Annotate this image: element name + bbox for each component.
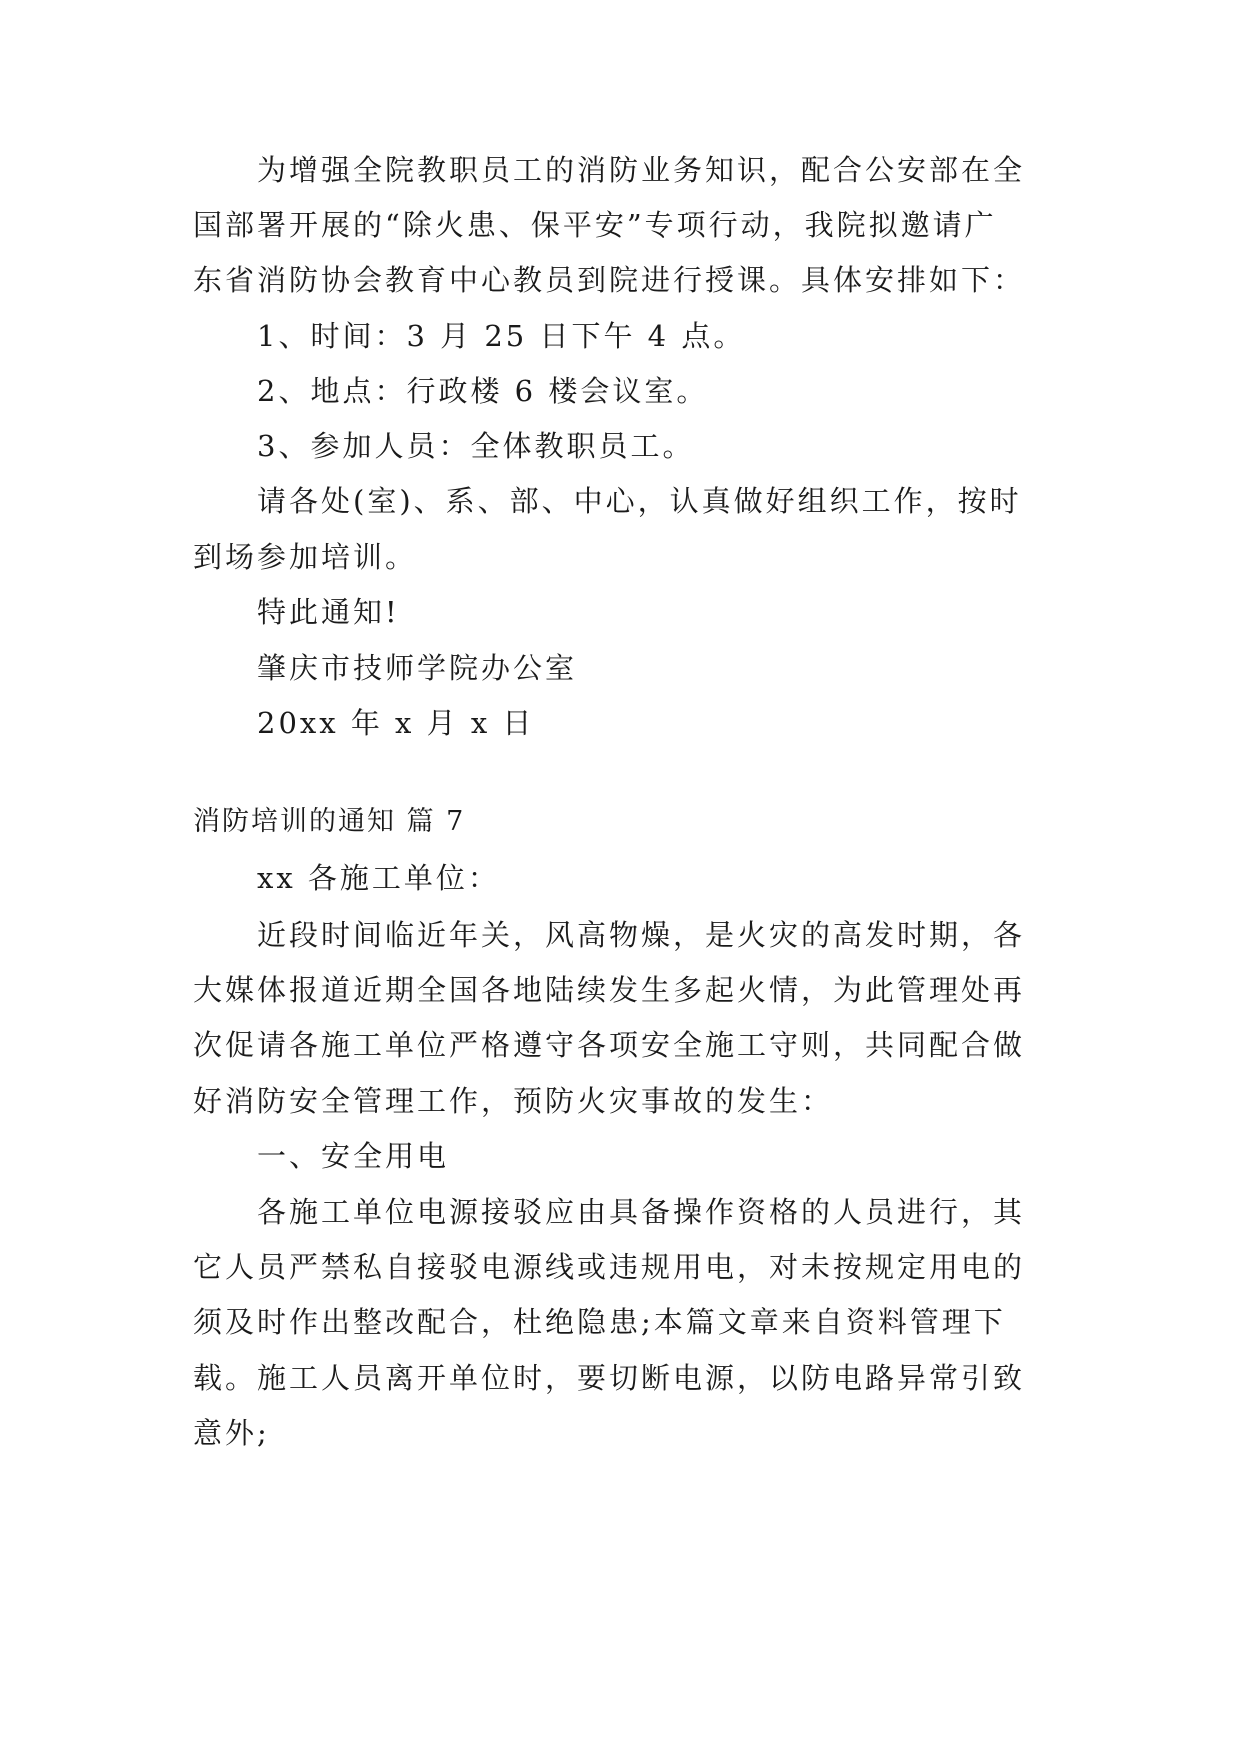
intro-line-3: 东省消防协会教育中心教员到院进行授课。具体安排如下： [193, 263, 1026, 297]
schedule-item-time: 1、时间：3 月 25 日下午 4 点。 [257, 319, 746, 353]
subsection-line-2: 它人员严禁私自接驳电源线或违规用电，对未按规定用电的 [193, 1250, 1026, 1284]
subsection-line-5: 意外; [193, 1416, 270, 1450]
request-line-1: 请各处(室)、系、部、中心，认真做好组织工作，按时 [257, 484, 1022, 518]
body-line-3: 次促请各施工单位严格遵守各项安全施工守则，共同配合做 [193, 1028, 1026, 1062]
subsection-title: 一、安全用电 [257, 1139, 450, 1173]
subsection-line-1: 各施工单位电源接驳应由具备操作资格的人员进行，其 [257, 1195, 1026, 1229]
body-line-4: 好消防安全管理工作，预防火灾事故的发生： [193, 1084, 834, 1118]
intro-line-1: 为增强全院教职员工的消防业务知识，配合公安部在全 [257, 153, 1026, 187]
signature-text: 肇庆市技师学院办公室 [257, 651, 578, 685]
body-line-2: 大媒体报道近期全国各地陆续发生多起火情，为此管理处再 [193, 973, 1026, 1007]
section-heading: 消防培训的通知 篇 7 [193, 806, 466, 837]
subsection-line-4: 载。施工人员离开单位时，要切断电源，以防电路异常引致 [193, 1361, 1026, 1395]
closing-text: 特此通知! [257, 595, 400, 629]
date-text: 20xx 年 x 月 x 日 [257, 706, 535, 740]
subsection-line-3: 须及时作出整改配合，杜绝隐患;本篇文章来自资料管理下 [193, 1305, 1006, 1339]
request-line-2: 到场参加培训。 [193, 540, 418, 574]
schedule-item-location: 2、地点：行政楼 6 楼会议室。 [257, 374, 709, 408]
body-line-1: 近段时间临近年关，风高物燥，是火灾的高发时期，各 [257, 918, 1026, 952]
intro-line-2: 国部署开展的“除火患、保平安”专项行动，我院拟邀请广 [193, 208, 997, 242]
schedule-item-attendees: 3、参加人员：全体教职员工。 [257, 429, 695, 463]
salutation-text: xx 各施工单位： [257, 861, 500, 895]
